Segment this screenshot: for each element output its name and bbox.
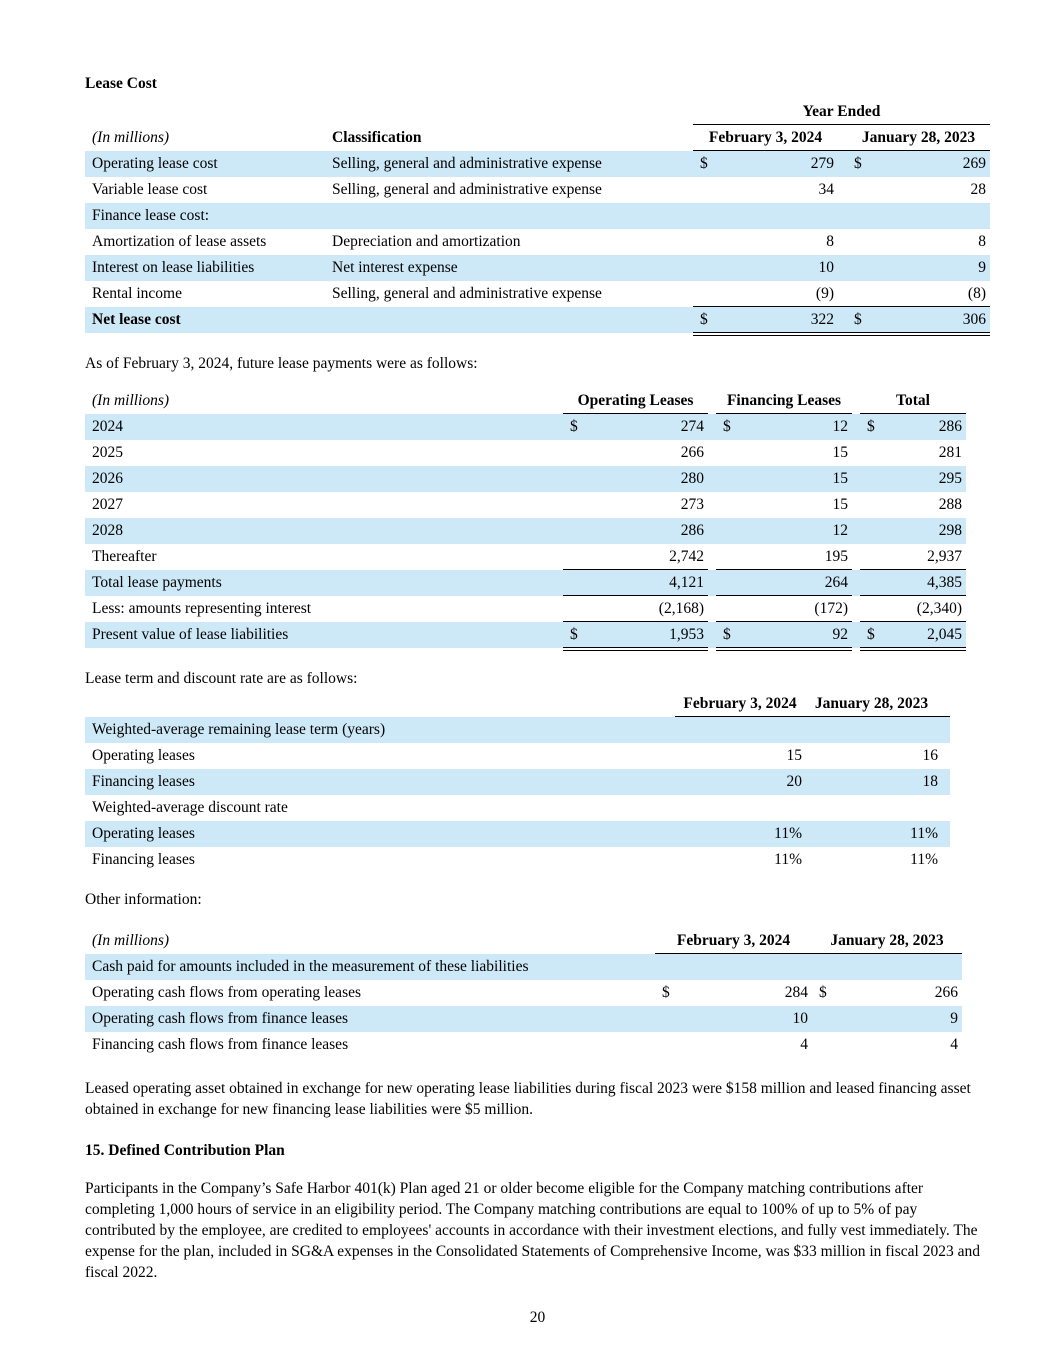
- spacer-cell: [708, 466, 716, 492]
- spacer-cell: [708, 544, 716, 570]
- value-cell: [805, 717, 950, 743]
- value-cell: [847, 307, 990, 333]
- value: 15: [832, 496, 848, 514]
- row-label: Operating cash flows from finance leases: [92, 1010, 349, 1028]
- value-cell: [563, 492, 708, 518]
- table-header-row: [85, 928, 962, 954]
- spacer-cell: [838, 281, 847, 307]
- value: 15: [832, 444, 848, 462]
- table-row: [85, 414, 966, 440]
- table-row: [85, 1006, 962, 1032]
- row-label: Cash paid for amounts included in the measurement of these liabilities: [92, 958, 529, 976]
- value-cell: [693, 151, 838, 177]
- value-cell: 18: [922, 773, 938, 791]
- classification-cell: Net interest expense: [332, 259, 458, 277]
- other-info-intro: Other information:: [85, 891, 202, 908]
- column-header-total: Total: [860, 388, 966, 414]
- table-row: [85, 954, 962, 980]
- value: 2,937: [927, 547, 962, 565]
- defined-contribution-plan-paragraph: Participants in the Company’s Safe Harbor 401(k) Plan aged 21 or older become eligible for the Company matching contributions after completing 1,000 hours of service in an eligibility period. The Company matching contributions are equal to 100% of up to 5% of pay contributed by the employee, are credited to employees' accounts in accordance with their investment elections, and fully vest immediately. The expense for the plan, included in SG&A expenses in the Consolidated Statements of Comprehensive Income, was $33 million in fiscal 2023 and fiscal 2022.: [85, 1180, 980, 1281]
- row-label: Thereafter: [92, 548, 157, 566]
- lease-term-intro: Lease term and discount rate are as follows:: [85, 670, 358, 687]
- spacer-cell: [708, 414, 716, 440]
- value-cell: [847, 229, 990, 255]
- value-cell: [860, 466, 966, 492]
- table-row: [85, 229, 990, 255]
- column-header-feb-2024: February 3, 2024: [675, 691, 805, 717]
- value: 195: [824, 547, 848, 565]
- value: (172): [814, 599, 848, 617]
- row-label: 2026: [92, 470, 123, 488]
- row-label: Financing leases: [92, 851, 195, 869]
- value-cell: [563, 570, 708, 596]
- row-label: Operating leases: [92, 825, 195, 843]
- other-info-table: [85, 928, 962, 1058]
- value-cell: [716, 518, 852, 544]
- spacer-cell: [838, 177, 847, 203]
- table-header-row: [85, 99, 990, 125]
- currency-symbol: $: [854, 155, 862, 173]
- row-label: Operating leases: [92, 747, 195, 765]
- table-row: [85, 151, 990, 177]
- classification-cell: Selling, general and administrative expense: [332, 155, 602, 173]
- value-cell: [716, 440, 852, 466]
- leased-assets-paragraph: Leased operating asset obtained in exchange for new operating lease liabilities during fiscal 2023 were $158 million and leased financing asset obtained in exchange for new financing lease liabilities were $5 million.: [85, 1080, 971, 1118]
- table-row: [85, 570, 966, 596]
- value: 264: [824, 573, 848, 591]
- value-cell: [716, 596, 852, 622]
- table-row-total: [85, 307, 990, 333]
- value-cell: 15: [786, 747, 802, 765]
- value: 4: [950, 1036, 958, 1054]
- value-cell: [563, 596, 708, 622]
- spacer-cell: [838, 125, 847, 151]
- spacer-cell: [838, 255, 847, 281]
- table-row: [85, 821, 950, 847]
- value-cell: [847, 203, 990, 229]
- value-cell: [860, 492, 966, 518]
- value-cell: 11%: [910, 851, 938, 869]
- value-cell: [860, 518, 966, 544]
- value: 12: [832, 522, 848, 540]
- table-row: [85, 177, 990, 203]
- future-payments-intro: As of February 3, 2024, future lease payments were as follows:: [85, 355, 478, 372]
- value-cell: [812, 1006, 962, 1032]
- table-row: [85, 795, 950, 821]
- row-label: Financing cash flows from finance leases: [92, 1036, 349, 1054]
- currency-symbol: $: [723, 418, 731, 436]
- value: 281: [938, 444, 962, 462]
- row-label: Total lease payments: [92, 574, 222, 592]
- value: 286: [938, 418, 962, 436]
- currency-symbol: $: [723, 625, 731, 643]
- currency-symbol: $: [819, 984, 827, 1002]
- currency-symbol: $: [867, 625, 875, 643]
- classification-cell: Selling, general and administrative expense: [332, 181, 602, 199]
- value: 266: [934, 984, 958, 1002]
- value-cell: 11%: [910, 825, 938, 843]
- year-ended-header: Year Ended: [693, 99, 990, 125]
- classification-header: Classification: [332, 129, 422, 147]
- spacer-cell: [708, 622, 716, 648]
- classification-cell: [325, 203, 693, 229]
- spacer-cell: [852, 440, 860, 466]
- column-header-financing: Financing Leases: [716, 388, 852, 414]
- value-cell: [716, 414, 852, 440]
- value-cell: 16: [922, 747, 938, 765]
- spacer-cell: [852, 596, 860, 622]
- row-label: Financing leases: [92, 773, 195, 791]
- value-cell: [812, 1032, 962, 1058]
- value: 92: [832, 625, 848, 643]
- column-header-feb-2024: February 3, 2024: [655, 928, 812, 954]
- value-cell: [805, 795, 950, 821]
- spacer-cell: [852, 466, 860, 492]
- spacer-cell: [708, 388, 716, 414]
- table-row: [85, 1032, 962, 1058]
- table-header-row: [85, 125, 990, 151]
- row-label: Net lease cost: [92, 311, 181, 329]
- table-row: [85, 769, 950, 795]
- value: 269: [962, 155, 986, 173]
- value-cell: [860, 440, 966, 466]
- value-cell: [716, 622, 852, 648]
- value: (2,340): [916, 599, 962, 617]
- value-cell: [693, 255, 838, 281]
- table-row: [85, 203, 990, 229]
- spacer-cell: [708, 518, 716, 544]
- value-cell: [655, 954, 812, 980]
- row-label: 2027: [92, 496, 123, 514]
- table-row: [85, 518, 966, 544]
- value-cell: [812, 954, 962, 980]
- spacer-cell: [708, 570, 716, 596]
- spacer-cell: [852, 414, 860, 440]
- value-cell: [716, 544, 852, 570]
- lease-term-table: [85, 691, 950, 873]
- value-cell: [860, 596, 966, 622]
- value: 4,121: [669, 573, 704, 591]
- spacer-cell: [838, 229, 847, 255]
- row-label: Finance lease cost:: [92, 207, 210, 225]
- value: 274: [680, 418, 704, 436]
- value-cell: [563, 544, 708, 570]
- value-cell: [655, 1006, 812, 1032]
- value: (2,168): [658, 599, 704, 617]
- value-cell: [693, 307, 838, 333]
- table-row: [85, 847, 950, 873]
- currency-symbol: $: [854, 310, 862, 328]
- value: 8: [978, 233, 986, 251]
- value: 2,742: [669, 547, 704, 565]
- row-label: 2028: [92, 522, 123, 540]
- table-header-row: [85, 691, 950, 717]
- spacer-cell: [852, 570, 860, 596]
- value: 15: [832, 470, 848, 488]
- currency-symbol: $: [867, 418, 875, 436]
- column-header-operating: Operating Leases: [563, 388, 708, 414]
- table-row: [85, 717, 950, 743]
- value: 2,045: [927, 625, 962, 643]
- value: 10: [818, 259, 834, 277]
- lease-cost-table: [85, 99, 990, 333]
- in-millions-label: (In millions): [92, 129, 170, 147]
- in-millions-label: (In millions): [92, 932, 170, 950]
- spacer-cell: [838, 307, 847, 333]
- value: 322: [810, 310, 834, 328]
- value-cell: [675, 717, 805, 743]
- currency-symbol: $: [570, 418, 578, 436]
- value-cell: [563, 414, 708, 440]
- column-header-feb-2024: February 3, 2024: [693, 125, 838, 151]
- table-row: [85, 492, 966, 518]
- value: (8): [967, 284, 986, 302]
- value-cell: [563, 518, 708, 544]
- value: 288: [938, 496, 962, 514]
- value-cell: [812, 980, 962, 1006]
- value: 9: [978, 259, 986, 277]
- value: 295: [938, 470, 962, 488]
- table-row-total: [85, 622, 966, 648]
- value: 279: [810, 155, 834, 173]
- value-cell: [693, 229, 838, 255]
- value-cell: [847, 281, 990, 307]
- value: 306: [962, 310, 986, 328]
- table-row: [85, 743, 950, 769]
- value-cell: [675, 795, 805, 821]
- row-label: Weighted-average discount rate: [92, 799, 288, 817]
- currency-symbol: $: [700, 310, 708, 328]
- value-cell: [847, 177, 990, 203]
- value-cell: [860, 622, 966, 648]
- value-cell: 11%: [774, 825, 802, 843]
- spacer-cell: [852, 492, 860, 518]
- table-row: [85, 544, 966, 570]
- spacer-cell: [708, 596, 716, 622]
- spacer-cell: [852, 544, 860, 570]
- row-label: Operating cash flows from operating leases: [92, 984, 362, 1002]
- row-label: Variable lease cost: [92, 181, 208, 199]
- column-header-jan-2023: January 28, 2023: [812, 928, 962, 954]
- value-cell: [563, 466, 708, 492]
- value-cell: [693, 177, 838, 203]
- table-row: [85, 255, 990, 281]
- value-cell: [847, 255, 990, 281]
- value: 12: [832, 418, 848, 436]
- value: 284: [784, 984, 808, 1002]
- value-cell: [655, 980, 812, 1006]
- table-row: [85, 466, 966, 492]
- value: 34: [818, 181, 834, 199]
- value: 286: [680, 522, 704, 540]
- value-cell: [716, 466, 852, 492]
- table-row: [85, 980, 962, 1006]
- row-label: Interest on lease liabilities: [92, 259, 255, 277]
- spacer-cell: [85, 99, 693, 125]
- value-cell: 11%: [774, 851, 802, 869]
- spacer-cell: [852, 622, 860, 648]
- value-cell: [563, 440, 708, 466]
- row-label: Amortization of lease assets: [92, 233, 267, 251]
- value: 28: [970, 181, 986, 199]
- spacer-cell: [85, 691, 675, 717]
- value-cell: [716, 492, 852, 518]
- value: 10: [792, 1010, 808, 1028]
- table-row: [85, 281, 990, 307]
- lease-cost-heading: Lease Cost: [85, 75, 157, 92]
- spacer-cell: [708, 492, 716, 518]
- value: 1,953: [669, 625, 704, 643]
- value-cell: [693, 203, 838, 229]
- row-label: 2024: [92, 418, 123, 436]
- value-cell: [860, 544, 966, 570]
- row-label: Operating lease cost: [92, 155, 218, 173]
- value: 280: [680, 470, 704, 488]
- value: 266: [680, 444, 704, 462]
- future-payments-table: [85, 388, 966, 648]
- value-cell: [716, 570, 852, 596]
- value: (9): [815, 284, 834, 302]
- row-label: Less: amounts representing interest: [92, 600, 312, 618]
- spacer-cell: [852, 388, 860, 414]
- value-cell: [860, 414, 966, 440]
- value: 9: [950, 1010, 958, 1028]
- classification-cell: [325, 307, 693, 333]
- value: 8: [826, 233, 834, 251]
- column-header-jan-2023: January 28, 2023: [805, 691, 950, 717]
- currency-symbol: $: [662, 984, 670, 1002]
- spacer-cell: [838, 151, 847, 177]
- row-label: Weighted-average remaining lease term (years): [92, 721, 386, 739]
- spacer-cell: [708, 440, 716, 466]
- value: 4,385: [927, 573, 962, 591]
- row-label: 2025: [92, 444, 123, 462]
- classification-cell: Selling, general and administrative expense: [332, 285, 602, 303]
- row-label: Rental income: [92, 285, 182, 303]
- value-cell: [693, 281, 838, 307]
- value-cell: [860, 570, 966, 596]
- table-row: [85, 440, 966, 466]
- value-cell: [563, 622, 708, 648]
- row-label: Present value of lease liabilities: [92, 626, 289, 644]
- value: 4: [800, 1036, 808, 1054]
- currency-symbol: $: [700, 155, 708, 173]
- page-number: 20: [529, 1309, 546, 1326]
- spacer-cell: [838, 203, 847, 229]
- classification-cell: Depreciation and amortization: [332, 233, 521, 251]
- defined-contribution-plan-heading: 15. Defined Contribution Plan: [85, 1142, 285, 1159]
- value-cell: [655, 1032, 812, 1058]
- in-millions-label: (In millions): [92, 392, 170, 410]
- column-header-jan-2023: January 28, 2023: [847, 125, 990, 151]
- table-row: [85, 596, 966, 622]
- currency-symbol: $: [570, 625, 578, 643]
- value: 298: [938, 522, 962, 540]
- value-cell: [847, 151, 990, 177]
- value-cell: 20: [786, 773, 802, 791]
- table-header-row: [85, 388, 966, 414]
- spacer-cell: [852, 518, 860, 544]
- value: 273: [680, 496, 704, 514]
